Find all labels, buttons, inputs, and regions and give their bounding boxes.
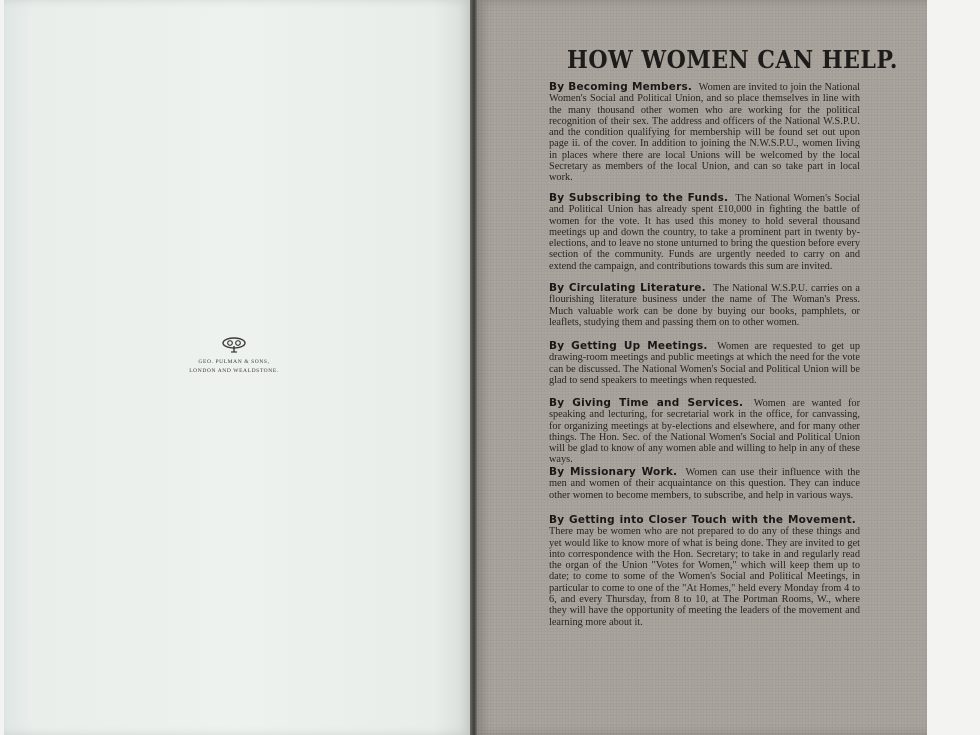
section-body: Women are invited to join the National Women's Social and Political Union, and so place themselves in line with the many thousand other women who are working for the political recognition of their sex. The address and officers of the National W.S.P.U. and the condition qualifying for membership will be found set out upon page ii. of the cover. In addition to joining the N.W.S.P.U., women living in places where there are local Unions will be welcomed by the local Secretary as members of the local Union, and can so take part in local work.	[549, 82, 861, 184]
section-lead: By Circulating Literature.	[549, 282, 706, 294]
section-body: Women are wanted for speaking and lecturing, for secretarial work in the office, for canvassing, for organizing meetings at by-elections and elsewhere, and for many other things. The Hon. Sec. of the National Women's Social and Political Union will be glad to know of any women able and willing to help in any of these ways.	[549, 398, 861, 466]
section-becoming-members	[549, 82, 860, 184]
printer-name: GEO. PULMAN & SONS,	[198, 359, 270, 365]
section-lead: By Giving Time and Services.	[549, 397, 744, 409]
section-lead: By Becoming Members.	[549, 81, 693, 93]
printer-imprint	[0, 337, 468, 376]
printer-location: LONDON AND WEALDSTONE.	[189, 368, 279, 374]
section-body: Women can use their influence with the men and women of their acquaintance on this question. They can induce other women to become members, to subscribe, and help in various ways.	[549, 467, 860, 501]
section-giving-time	[549, 398, 860, 466]
printer-logo-icon	[221, 337, 247, 353]
section-circulating-literature	[549, 283, 860, 328]
section-lead: By Getting Up Meetings.	[549, 340, 708, 352]
section-body: There may be women who are not prepared to do any of these things and yet would like to know more of what is being done. They are invited to get into correspondence with the Hon. Secretary; to take in and regularly read the organ of the Union "Votes for Women," which will keep them up to date; to come to some of the Women's Social and Political Meetings, in particular to come to one of the "At Homes," held every Monday from 4 to 6, and every Thursday, from 8 to 10, at The Portman Rooms, W., where they will have the opportunity of meeting the leaders of the movement and learning more about it.	[549, 526, 860, 628]
section-lead: By Missionary Work.	[549, 466, 678, 478]
section-getting-up-meetings	[549, 341, 860, 386]
section-lead: By Subscribing to the Funds.	[549, 192, 729, 204]
section-subscribing-funds	[549, 193, 860, 272]
section-missionary-work	[549, 467, 860, 501]
section-body: The National Women's Social and Political Union has already spent £10,000 in fighting the battle of women for the vote. It has used this money to hold several thousand meetings up and down the country, to take a prominent part in twenty by-elections, and to leave no stone unturned to bring the question before every section of the community. Funds are urgently needed to carry on and extend the campaign, and contributions towards this sum are invited.	[549, 193, 861, 272]
section-closer-touch	[549, 515, 860, 628]
page-title: HOW WOMEN CAN HELP.	[567, 45, 898, 74]
section-body: Women are requested to get up drawing-room meetings and public meetings at which the need for the vote can be discussed. The National Women's Social and Political Union will be glad to send speakers to meetings when requested.	[549, 341, 860, 386]
section-body: The National W.S.P.U. carries on a flourishing literature business under the name of The Woman's Press. Much valuable work can be done by buying our books, pamphlets, or leaflets, studying them and passing them on to other women.	[549, 283, 860, 328]
section-lead: By Getting into Closer Touch with the Movement.	[549, 514, 856, 526]
